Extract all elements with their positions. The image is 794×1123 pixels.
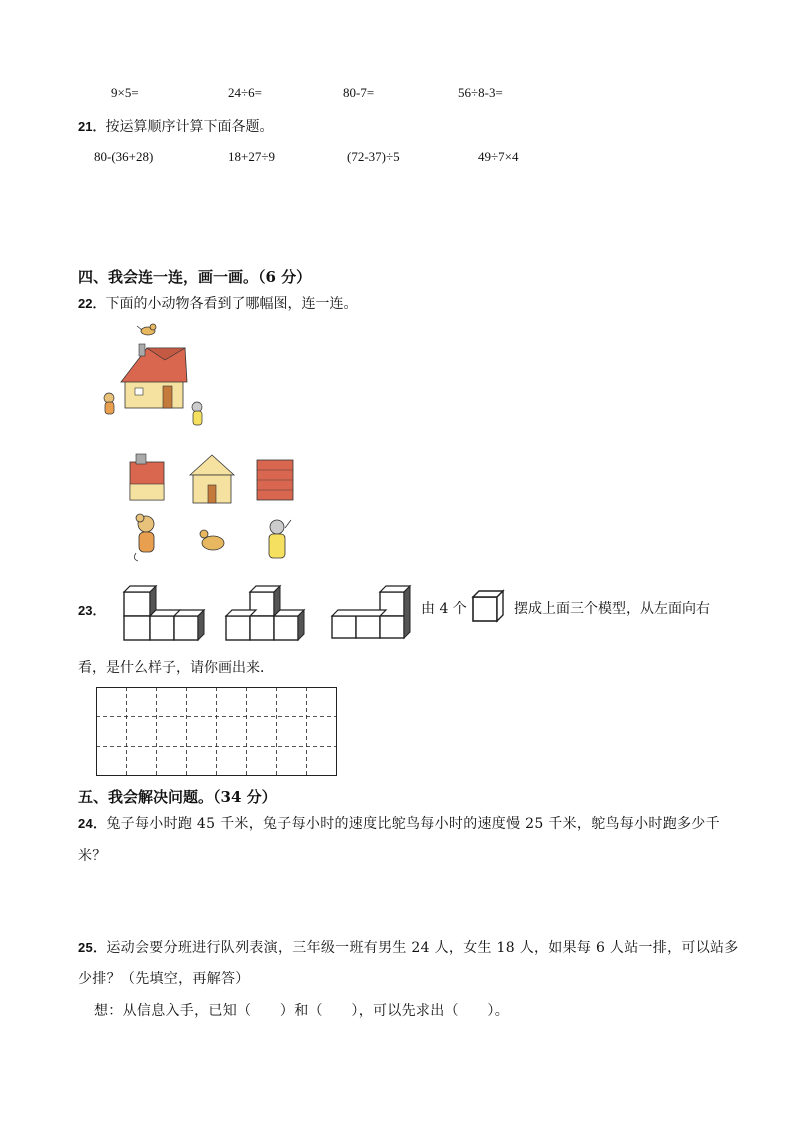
calc-item-1: 9×5= bbox=[111, 85, 139, 100]
bird-icon bbox=[196, 528, 228, 556]
question-text: 按运算顺序计算下面各题。 bbox=[105, 119, 274, 135]
section-title-4: 四、我会连一连，画一画。（6 分） bbox=[78, 268, 312, 286]
section-title-5: 五、我会解决问题。（34 分） bbox=[78, 788, 277, 806]
cat-icon bbox=[192, 402, 202, 425]
q23-text-b: 摆成上面三个模型，从左面向右 bbox=[514, 601, 710, 617]
question-text: 运动会要分班进行队列表演，三年级一班有男生 24 人，女生 18 人，如果每 6 人站一排，可以站多 bbox=[106, 940, 739, 956]
cube-model-1 bbox=[120, 582, 206, 642]
question-21 bbox=[78, 116, 273, 136]
question-number: 25． bbox=[78, 940, 107, 955]
question-25-line2: 少排？（先填空，再解答） bbox=[78, 971, 250, 987]
house-scene-illustration bbox=[95, 320, 225, 435]
q23-text-a: 由 4 个 bbox=[421, 601, 467, 617]
bird-icon bbox=[137, 324, 156, 335]
mouse-icon bbox=[104, 393, 114, 414]
cat-icon bbox=[265, 518, 297, 564]
question-24 bbox=[78, 813, 720, 833]
cube-model-2 bbox=[222, 580, 308, 642]
cube-icon bbox=[471, 589, 507, 625]
view-house-side bbox=[130, 452, 170, 504]
cube-model-3 bbox=[328, 578, 414, 642]
mouse-icon bbox=[130, 515, 166, 563]
q23-text-c: 看，是什么样子，请你画出来． bbox=[78, 660, 274, 676]
question-25-hint: 想：从信息入手，已知（ ）和（ ），可以先求出（ ）。 bbox=[94, 1003, 509, 1019]
drawing-grid[interactable] bbox=[96, 687, 338, 777]
question-22 bbox=[78, 293, 357, 313]
q21-item-3: (72-37)÷5 bbox=[347, 149, 400, 164]
question-25 bbox=[78, 937, 739, 957]
question-text: 下面的小动物各看到了哪幅图，连一连。 bbox=[105, 296, 358, 312]
house-illustration bbox=[121, 344, 187, 408]
view-house-front bbox=[190, 455, 236, 505]
q21-item-1: 80-(36+28) bbox=[94, 149, 154, 164]
calc-item-4: 56÷8-3= bbox=[458, 85, 503, 100]
question-number: 22． bbox=[78, 296, 106, 311]
question-24-line2: 米？ bbox=[78, 848, 107, 864]
question-number: 24． bbox=[78, 816, 107, 831]
q21-item-2: 18+27÷9 bbox=[228, 149, 275, 164]
question-text: 兔子每小时跑 45 千米，兔子每小时的速度比鸵鸟每小时的速度慢 25 千米，鸵鸟每小时跑多少千 bbox=[106, 816, 720, 832]
question-23-number: 23． bbox=[78, 603, 106, 618]
question-number: 21． bbox=[78, 119, 106, 134]
calc-item-3: 80-7= bbox=[343, 85, 375, 100]
calc-item-2: 24÷6= bbox=[228, 85, 262, 100]
view-house-top bbox=[257, 458, 297, 504]
q21-item-4: 49÷7×4 bbox=[478, 149, 519, 164]
